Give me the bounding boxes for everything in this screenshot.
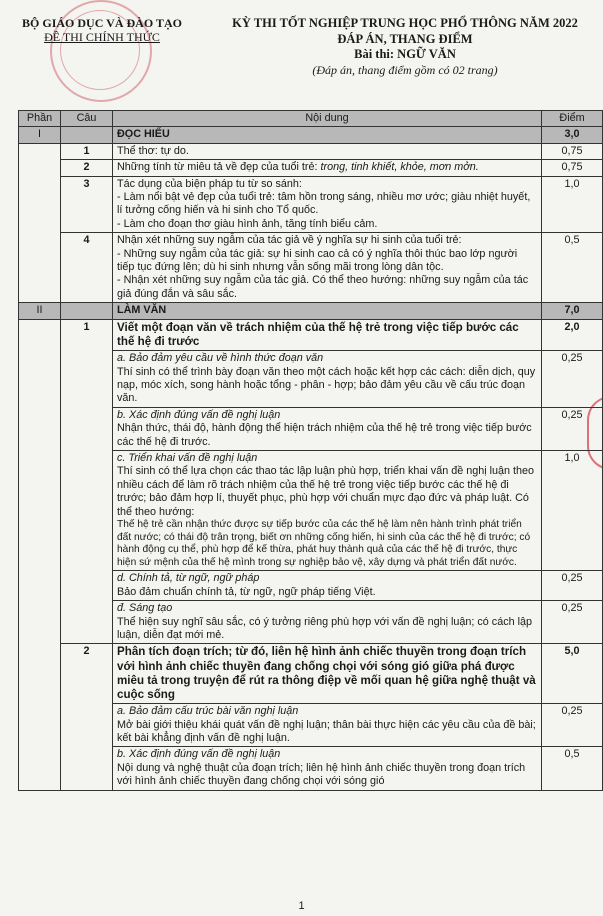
table-row — [19, 160, 603, 176]
criterion: d. Chính tả, từ ngữ, ngữ pháp Bảo đảm chuẩn chính tả, từ ngữ, ngữ pháp tiếng Việt. — [113, 571, 542, 601]
page-number: 1 — [298, 900, 305, 912]
subject-title: Bài thi: NGỮ VĂN — [354, 47, 456, 61]
ministry-name: BỘ GIÁO DỤC VÀ ĐÀO TẠO — [22, 16, 182, 30]
criterion: a. Bảo đảm cấu trúc bài văn nghị luận Mở bài giới thiệu khái quát vấn đề nghị luận; thân bài thực hiện các yêu cầu của đề bài; kết bài khẳng định vấn đề nghị luận. — [113, 704, 542, 747]
page-count-note: (Đáp án, thang điểm gồm có 02 trang) — [312, 62, 498, 77]
criterion: c. Triển khai vấn đề nghị luận Thí sinh có thể lựa chọn các thao tác lập luận phù hợp, triển khai vấn đề nghị luận theo nhiều cách để làm rõ trách nhiệm của thế hệ trẻ trong việc tiếp bước các thế hệ đi trước; bảo đảm hợp lí, thuyết phục, phù hợp với chuẩn mực đạo đức và pháp luật. Có thể theo hướng: Thế hệ trẻ cần nhận thức được sự tiếp bước của các thế hệ làm nên hành trình phát triển đất nước; có thái độ trân trọng, biết ơn những cống hiến, hi sinh của các thế hệ đi trước; có hành động cụ thể, phù hợp để kế thừa, phát huy thành quả của các thế hệ đi trước, thực hiện sứ mệnh của thế hệ mình trong sự nghiệp bảo vệ, xây dựng và phát triển đất nước. — [113, 450, 542, 570]
table-header-row — [19, 111, 603, 127]
criterion-score: 0,25 — [542, 571, 603, 601]
criterion-score: 0,5 — [542, 747, 603, 790]
header-right — [210, 16, 600, 78]
col-score: Điểm — [542, 111, 603, 127]
section-score: 3,0 — [542, 127, 603, 143]
answer-key-title: ĐÁP ÁN, THANG ĐIỂM — [337, 31, 473, 46]
header-left — [2, 16, 202, 44]
section-title: LÀM VĂN — [113, 303, 542, 319]
question-title: Viết một đoạn văn về trách nhiệm của thế hệ trẻ trong việc tiếp bước các thế hệ đi trước — [113, 319, 542, 350]
col-content: Nội dung — [113, 111, 542, 127]
table-row — [19, 644, 603, 704]
question-score: 0,75 — [542, 143, 603, 159]
table-row — [19, 233, 603, 303]
col-question: Câu — [61, 111, 113, 127]
question-number: 1 — [61, 143, 113, 159]
table-row — [19, 143, 603, 159]
question-score: 1,0 — [542, 176, 603, 233]
official-exam-label: ĐỀ THI CHÍNH THỨC — [44, 30, 160, 44]
question-score: 0,75 — [542, 160, 603, 176]
question-number: 1 — [61, 319, 113, 644]
table-row — [19, 176, 603, 233]
question-number: 4 — [61, 233, 113, 303]
section-part: II — [19, 303, 61, 319]
question-score: 0,5 — [542, 233, 603, 303]
question-number: 3 — [61, 176, 113, 233]
criterion-score: 0,25 — [542, 351, 603, 408]
question-number: 2 — [61, 644, 113, 790]
criterion-score: 0,25 — [542, 601, 603, 644]
answer-key-table — [18, 110, 603, 791]
section-part: I — [19, 127, 61, 143]
criterion-score: 0,25 — [542, 704, 603, 747]
question-content: Thể thơ: tự do. — [113, 143, 542, 159]
criterion-score: 0,25 — [542, 407, 603, 450]
question-content: Những tính từ miêu tả về đẹp của tuổi trẻ: trong, tinh khiết, khỏe, mơn mởn. — [113, 160, 542, 176]
criterion: b. Xác định đúng vấn đề nghị luận Nội dung và nghệ thuật của đoạn trích; liên hệ hình ảnh chiếc thuyền trong đoạn trích với hình ảnh chiếc thuyền đang chống chọi với sóng gió — [113, 747, 542, 790]
section-score: 7,0 — [542, 303, 603, 319]
question-content: Nhận xét những suy ngẫm của tác giả về ý nghĩa sự hi sinh của tuổi trẻ: - Những suy ngẫm của tác giả: sự hi sinh cao cả có ý nghĩa thôi thúc bao lớp người tiếp tục đứng lên; dù hi sinh nhưng vẫn sống mãi trong lòng dân tộc. - Nhận xét những suy ngẫm của tác giả. Có thể theo hướng: những suy ngẫm của tác giả đúng đắn và sâu sắc. — [113, 233, 542, 303]
table-row — [19, 319, 603, 350]
exam-title: KỲ THI TỐT NGHIỆP TRUNG HỌC PHỔ THÔNG NĂM 2022 — [232, 16, 578, 30]
criterion: đ. Sáng tạo Thể hiện suy nghĩ sâu sắc, có ý tưởng riêng phù hợp với vấn đề nghị luận; có cách lập luận, diễn đạt mới mẻ. — [113, 601, 542, 644]
section-title: ĐỌC HIỂU — [113, 127, 542, 143]
question-number: 2 — [61, 160, 113, 176]
question-title: Phân tích đoạn trích; từ đó, liên hệ hình ảnh chiếc thuyền trong đoạn trích với hình ảnh chiếc thuyền đang chống chọi với sóng gió giữa phá được miêu tả trong truyện để rút ra thông điệp về mối quan hệ giữa nghệ thuật và cuộc sống — [113, 644, 542, 704]
section-row — [19, 127, 603, 143]
criterion: a. Bảo đảm yêu cầu về hình thức đoạn văn Thí sinh có thể trình bày đoạn văn theo một cách hoặc kết hợp các cách: diễn dịch, quy nạp, móc xích, song hành hoặc tổng - phân - hợp; bảo đảm yêu cầu về cấu trúc đoạn văn. — [113, 351, 542, 408]
question-content: Tác dụng của biện pháp tu từ so sánh: - Làm nổi bật vẻ đẹp của tuổi trẻ: tâm hồn trong sáng, nhiều mơ ước; giàu nhiệt huyết, lí tưởng cống hiến và hi sinh cho Tổ quốc. - Làm cho đoạn thơ giàu hình ảnh, tăng tính biểu cảm. — [113, 176, 542, 233]
criterion: b. Xác định đúng vấn đề nghị luận Nhận thức, thái độ, hành động thể hiện trách nhiệm của thế hệ trẻ trong việc tiếp bước các thế hệ đi trước. — [113, 407, 542, 450]
question-score: 2,0 — [542, 319, 603, 350]
question-score: 5,0 — [542, 644, 603, 704]
col-part: Phần — [19, 111, 61, 127]
section-row — [19, 303, 603, 319]
criterion-score: 1,0 — [542, 450, 603, 570]
